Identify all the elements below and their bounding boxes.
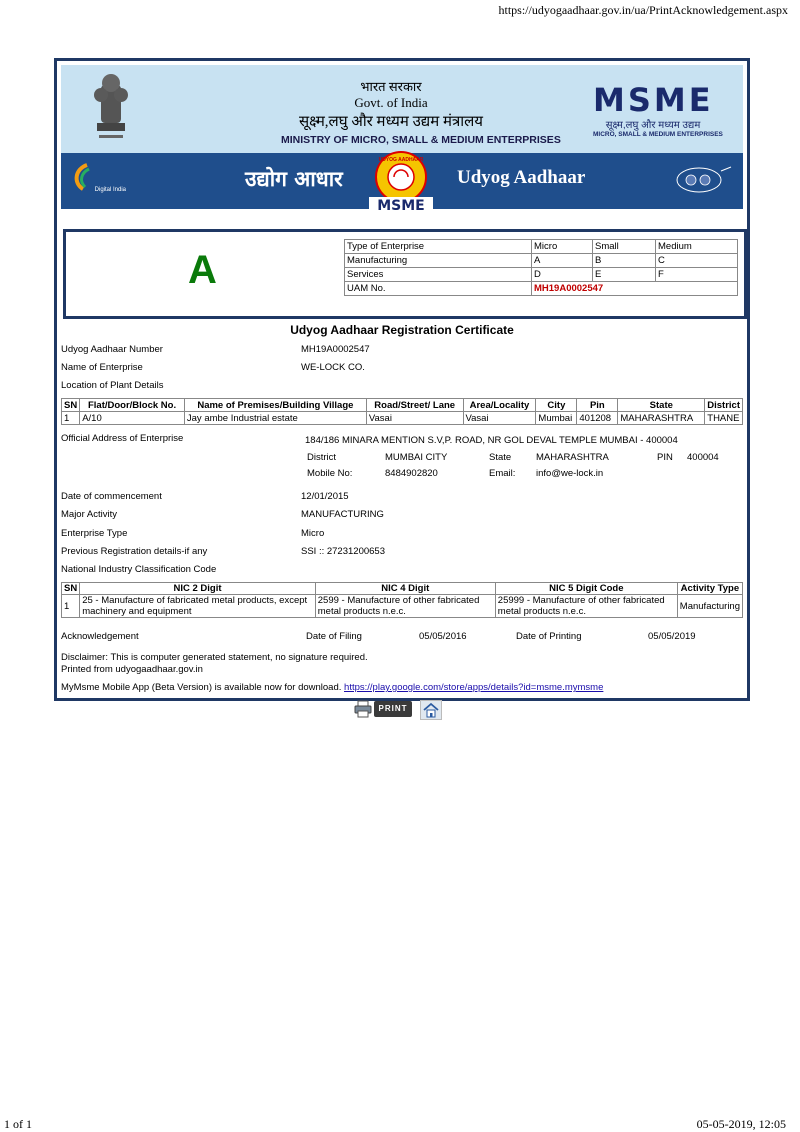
udyog-aadhaar-seal: [363, 151, 439, 213]
date-of-filing-label: Date of Filing: [306, 631, 362, 642]
digital-india-text: Digital India: [94, 187, 127, 193]
column-header: SN: [62, 583, 80, 595]
ministry-english-text: MINISTRY OF MICRO, SMALL & MEDIUM ENTERPRISES: [281, 134, 561, 146]
seal-top-text: UDYOG AADHAAR: [378, 157, 424, 163]
email-label: Email:: [489, 468, 516, 479]
table-cell: B: [593, 254, 656, 268]
national-emblem-icon: [89, 71, 133, 147]
app-note-text: MyMsme Mobile App (Beta Version) is available now for download.: [61, 682, 342, 693]
column-header: City: [536, 399, 577, 412]
table-cell: Jay ambe Industrial estate: [184, 412, 366, 425]
ministry-banner: [61, 65, 743, 153]
district-value: MUMBAI CITY: [385, 452, 448, 463]
table-cell: Type of Enterprise: [345, 240, 532, 254]
uam-label: UAM No.: [345, 282, 532, 296]
official-address-value: 184/186 MINARA MENTION S.V,P. ROAD, NR GOL DEVAL TEMPLE MUMBAI - 400004: [305, 435, 678, 446]
mobile-value: 8484902820: [385, 468, 438, 479]
date-of-printing-value: 05/05/2019: [648, 631, 696, 642]
column-header: Flat/Door/Block No.: [80, 399, 185, 412]
table-cell: D: [532, 268, 593, 282]
column-header: Name of Premises/Building Village: [184, 399, 366, 412]
commencement-label: Date of commencement: [61, 491, 162, 502]
table-cell: 2599 - Manufacture of other fabricated metal products n.e.c.: [315, 595, 495, 618]
enterprise-name-value: WE-LOCK CO.: [301, 362, 365, 373]
table-cell: Medium: [656, 240, 738, 254]
date-of-printing-label: Date of Printing: [516, 631, 582, 642]
table-cell: 25 - Manufacture of fabricated metal products, except machinery and equipment: [80, 595, 316, 618]
table-cell: A/10: [80, 412, 185, 425]
digital-india-icon: [71, 163, 93, 191]
certificate-frame: [54, 58, 750, 701]
udyog-aadhaar-banner: [61, 153, 743, 213]
bharat-sarkar-text: भारत सरकार: [360, 79, 422, 94]
ministry-hindi-text: सूक्ष्म,लघु और मध्यम उद्यम मंत्रालय: [299, 114, 483, 130]
table-cell: Small: [593, 240, 656, 254]
table-cell: F: [656, 268, 738, 282]
table-cell: Manufacturing: [677, 595, 742, 618]
plant-location-label: Location of Plant Details: [61, 380, 164, 391]
table-row: [62, 595, 743, 618]
table-row: [345, 254, 738, 268]
udyog-english-title: Udyog Aadhaar: [457, 167, 586, 188]
table-cell: A: [532, 254, 593, 268]
table-row: [345, 282, 738, 296]
page-count: 1 of 1: [4, 1117, 32, 1131]
district-label: District: [307, 452, 337, 463]
table-cell: Mumbai: [536, 412, 577, 425]
government-heading: [281, 77, 561, 146]
msme-logo-hindi: सूक्ष्म,लघु और मध्यम उद्यम: [605, 120, 701, 131]
column-header: Pin: [577, 399, 618, 412]
state-value: MAHARASHTRA: [536, 452, 609, 463]
app-note: [61, 682, 603, 693]
uan-value: MH19A0002547: [301, 344, 370, 355]
acknowledgement-label: Acknowledgement: [61, 631, 139, 642]
seal-msme-text: MSME: [377, 198, 425, 213]
table-row: [345, 268, 738, 282]
column-header: Activity Type: [677, 583, 742, 595]
column-header: NIC 5 Digit Code: [495, 583, 677, 595]
nic-code-label: National Industry Classification Code: [61, 564, 217, 575]
table-cell: 25999 - Manufacture of other fabricated metal products n.e.c.: [495, 595, 677, 618]
printer-icon[interactable]: [354, 700, 372, 718]
major-activity-value: MANUFACTURING: [301, 509, 384, 520]
commencement-value: 12/01/2015: [301, 491, 349, 502]
column-header: Road/Street/ Lane: [366, 399, 463, 412]
column-header: District: [705, 399, 743, 412]
table-cell: THANE: [705, 412, 743, 425]
certificate-title: Udyog Aadhaar Registration Certificate: [290, 323, 514, 337]
state-label: State: [489, 452, 512, 463]
table-cell: Vasai: [366, 412, 463, 425]
govt-of-india-text: Govt. of India: [354, 95, 428, 110]
enterprise-type-box: [63, 229, 747, 319]
pin-value: 400004: [687, 452, 719, 463]
column-header: NIC 2 Digit: [80, 583, 316, 595]
previous-registration-value: SSI :: 27231200653: [301, 546, 385, 557]
plant-details-table: [61, 398, 743, 425]
print-datetime: 05-05-2019, 12:05: [696, 1117, 786, 1131]
make-in-india-icon: [675, 165, 735, 195]
uam-number: MH19A0002547: [532, 282, 738, 296]
column-header: Area/Locality: [463, 399, 536, 412]
date-of-filing-value: 05/05/2016: [419, 631, 467, 642]
enterprise-type-value: Micro: [301, 528, 325, 539]
column-header: NIC 4 Digit: [315, 583, 495, 595]
table-cell: Micro: [532, 240, 593, 254]
enterprise-type-table: [344, 239, 738, 296]
official-address-label: Official Address of Enterprise: [61, 433, 184, 444]
pin-label: PIN: [657, 452, 673, 463]
table-cell: E: [593, 268, 656, 282]
digital-india-logo: [71, 163, 126, 193]
nic-code-table: [61, 582, 743, 618]
print-button[interactable]: PRINT: [374, 701, 412, 717]
msme-logo: [593, 81, 723, 138]
table-header-row: [62, 583, 743, 595]
table-cell: 1: [62, 595, 80, 618]
table-cell: 1: [62, 412, 80, 425]
uan-label: Udyog Aadhaar Number: [61, 344, 163, 355]
enterprise-name-label: Name of Enterprise: [61, 362, 143, 373]
column-header: State: [618, 399, 705, 412]
disclaimer-text: Disclaimer: This is computer generated statement, no signature required.: [61, 652, 368, 663]
table-row: [62, 412, 743, 425]
column-header: SN: [62, 399, 80, 412]
table-cell: 401208: [577, 412, 618, 425]
category-letter: A: [188, 248, 217, 292]
table-cell: MAHARASHTRA: [618, 412, 705, 425]
udyog-hindi-title: उद्योग आधार: [245, 166, 343, 191]
table-cell: Services: [345, 268, 532, 282]
email-value: info@we-lock.in: [536, 468, 604, 479]
page-url: https://udyogaadhaar.gov.in/ua/PrintAcknowledgement.aspx: [498, 3, 788, 17]
previous-registration-label: Previous Registration details-if any: [61, 546, 208, 557]
mobile-label: Mobile No:: [307, 468, 353, 479]
msme-logo-english: MICRO, SMALL & MEDIUM ENTERPRISES: [593, 131, 723, 138]
enterprise-type-label: Enterprise Type: [61, 528, 128, 539]
table-cell: Vasai: [463, 412, 536, 425]
major-activity-label: Major Activity: [61, 509, 117, 520]
printed-from-text: Printed from udyogaadhaar.gov.in: [61, 664, 203, 675]
home-icon[interactable]: [420, 700, 442, 720]
msme-logo-text: MSME: [593, 81, 714, 119]
table-cell: C: [656, 254, 738, 268]
play-store-link[interactable]: https://play.google.com/store/apps/details?id=msme.mymsme: [344, 682, 604, 693]
table-row: [345, 240, 738, 254]
table-cell: Manufacturing: [345, 254, 532, 268]
table-header-row: [62, 399, 743, 412]
